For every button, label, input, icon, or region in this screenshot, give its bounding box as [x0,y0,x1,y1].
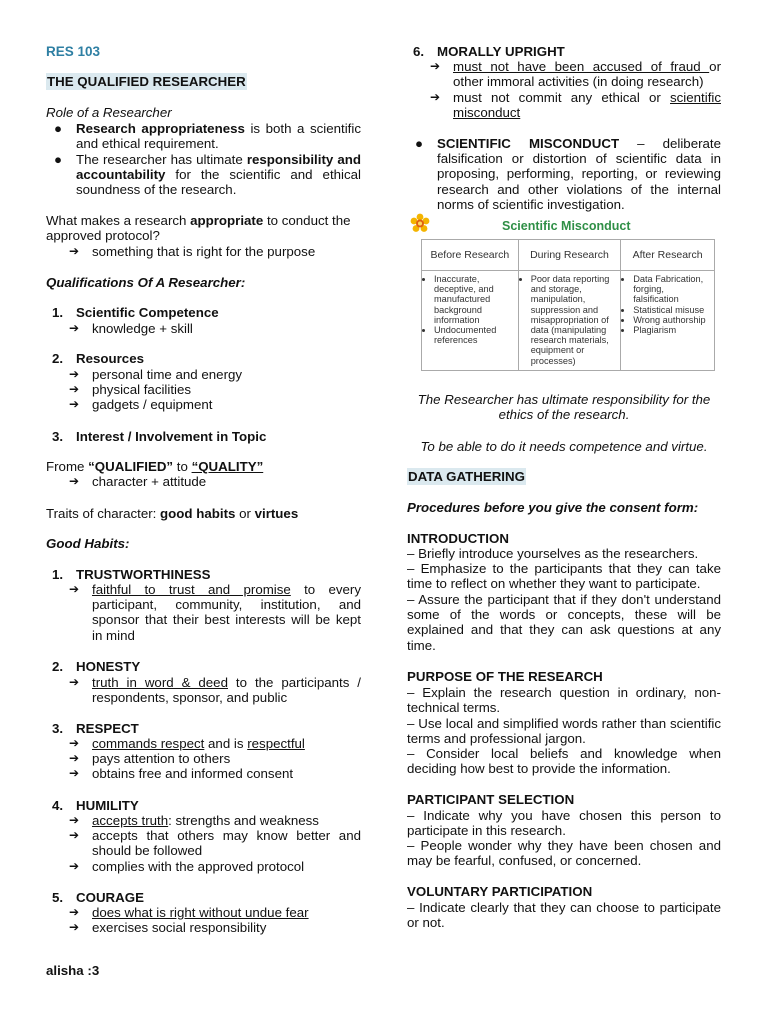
qualification-3: 3. Interest / Involvement in Topic [52,429,267,444]
arrow-icon: ➔ [69,751,80,765]
habit-trustworthiness: 1. TRUSTWORTHINESS [52,567,211,582]
purpose-1: – Explain the research question in ordinary, non-technical terms. [407,685,721,716]
arrow-icon: ➔ [69,474,80,488]
role-bullet-1: ● Research appropriateness is both a scientific and ethical requirement. [54,121,361,152]
introduction-2: – Emphasize to the participants that they can take time to reflect on whether they want to participate. [407,561,721,592]
arrow-icon: ➔ [69,397,80,411]
arrow-icon: ➔ [69,367,80,381]
voluntary-heading: VOLUNTARY PARTICIPATION [407,884,593,899]
qualification-2: 2. Resources [52,351,144,366]
habit-respect-sub-3: ➔ obtains free and informed consent [69,766,294,781]
voluntary-1: – Indicate clearly that they can choose to participate or not. [407,900,721,931]
habit-honesty: 2. HONESTY [52,659,141,674]
course-code: RES 103 [46,44,101,59]
qualification-1: 1. Scientific Competence [52,305,219,320]
quote-responsibility: The Researcher has ultimate responsibility for the ethics of the research. [417,392,711,423]
traits-line: Traits of character: good habits or virtues [46,506,299,521]
habit-humility-sub-2: ➔ accepts that others may know better and should be followed [69,828,361,859]
bullet-icon: ● [54,152,63,167]
qualification-2-sub-3: ➔ gadgets / equipment [69,397,213,412]
frome-line: Frome “QUALIFIED” to “QUALITY” [46,459,264,474]
data-gathering-heading: DATA GATHERING [408,469,525,484]
misconduct-definition: ● SCIENTIFIC MISCONDUCT – deliberate falsification or distortion of scientific data in proposing, performing, reporting, or reviewing research and other violations of the internal norms of scientific investigation. [415,136,721,212]
arrow-icon: ➔ [69,766,80,780]
selection-2: – People wonder why they have been chosen and may be fearful, confused, or concerned. [407,838,721,869]
arrow-icon: ➔ [69,382,80,396]
procedures-heading: Procedures before you give the consent form: [407,500,699,515]
good-habits-heading: Good Habits: [46,536,130,551]
table-header: After Research [621,240,715,271]
habit-humility-sub-3: ➔ complies with the approved protocol [69,859,305,874]
table-cell-before: • Inaccurate, deceptive, and manufactured background information • Undocumented references [422,271,519,371]
arrow-icon: ➔ [69,582,80,596]
introduction-3: – Assure the participant that if they don't understand some of the words or concepts, these will be explained and that they can ask questions at any time. [407,592,721,653]
quote-competence: To be able to do it needs competence and virtue. [420,439,708,454]
misconduct-table-title: Scientific Misconduct [502,219,631,233]
arrow-icon: ➔ [69,244,80,258]
arrow-icon: ➔ [69,920,80,934]
habit-respect: 3. RESPECT [52,721,139,736]
selection-1: – Indicate why you have chosen this person to participate in this research. [407,808,721,839]
qualification-1-sub: ➔ knowledge + skill [69,321,193,336]
habit-humility-sub-1: ➔ accepts truth: strengths and weakness [69,813,319,828]
introduction-1: – Briefly introduce yourselves as the researchers. [407,546,699,561]
purpose-2: – Use local and simplified words rather than scientific terms and professional jargon. [407,716,721,747]
table-cell-after: • Data Fabrication, forging, falsification • Statistical misuse • Wrong authorship • Plagiarism [621,271,715,371]
appropriate-answer: ➔ something that is right for the purpose [69,244,316,259]
appropriate-question: What makes a research appropriate to conduct the approved protocol? [46,213,351,244]
arrow-icon: ➔ [430,59,441,73]
misconduct-table-figure [407,213,713,373]
habit-humility: 4. HUMILITY [52,798,139,813]
bullet-icon: ● [54,121,63,136]
arrow-icon: ➔ [69,736,80,750]
bullet-icon: ● [415,136,424,151]
arrow-icon: ➔ [430,90,441,104]
footer-signature: alisha :3 [46,963,100,978]
arrow-icon: ➔ [69,321,80,335]
arrow-icon: ➔ [69,828,80,842]
arrow-icon: ➔ [69,675,80,689]
qualifications-heading: Qualifications Of A Researcher: [46,275,246,290]
habit-honesty-sub: ➔ truth in word & deed to the participants / respondents, sponsor, and public [69,675,361,706]
arrow-icon: ➔ [69,859,80,873]
purpose-heading: PURPOSE OF THE RESEARCH [407,669,603,684]
frome-sub: ➔ character + attitude [69,474,207,489]
selection-heading: PARTICIPANT SELECTION [407,792,575,807]
role-heading: Role of a Researcher [46,105,172,120]
qualification-2-sub-1: ➔ personal time and energy [69,367,243,382]
qualification-2-sub-2: ➔ physical facilities [69,382,192,397]
purpose-3: – Consider local beliefs and knowledge when deciding how best to provide the information. [407,746,721,777]
habit-morally-upright: 6. MORALLY UPRIGHT [413,44,565,59]
habit-morally-upright-sub-1: ➔ must not have been accused of fraud or other immoral activities (in doing research) [430,59,721,90]
habit-courage-sub-1: ➔ does what is right without undue fear [69,905,309,920]
arrow-icon: ➔ [69,905,80,919]
habit-morally-upright-sub-2: ➔ must not commit any ethical or scientific misconduct [430,90,721,121]
flower-icon [409,213,431,235]
page-title [46,74,361,89]
introduction-heading: INTRODUCTION [407,531,509,546]
role-bullet-2: ● The researcher has ultimate responsibility and accountability for the scientific and ethical soundness of the research. [54,152,361,198]
page-title-text: THE QUALIFIED RESEARCHER [47,74,246,89]
habit-respect-sub-1: ➔ commands respect and is respectful [69,736,305,751]
table-header: Before Research [422,240,519,271]
habit-courage: 5. COURAGE [52,890,144,905]
habit-respect-sub-2: ➔ pays attention to others [69,751,231,766]
table-header: During Research [518,240,621,271]
table-cell-during: • Poor data reporting and storage, manipulation, suppression and misappropriation of data (manipulating research materials, equipment or processes) [518,271,621,371]
arrow-icon: ➔ [69,813,80,827]
habit-courage-sub-2: ➔ exercises social responsibility [69,920,267,935]
misconduct-table [421,239,715,371]
habit-trustworthiness-sub: ➔ faithful to trust and promise to every participant, community, institution, and sponsor that their best interests will be kept in mind [69,582,361,643]
